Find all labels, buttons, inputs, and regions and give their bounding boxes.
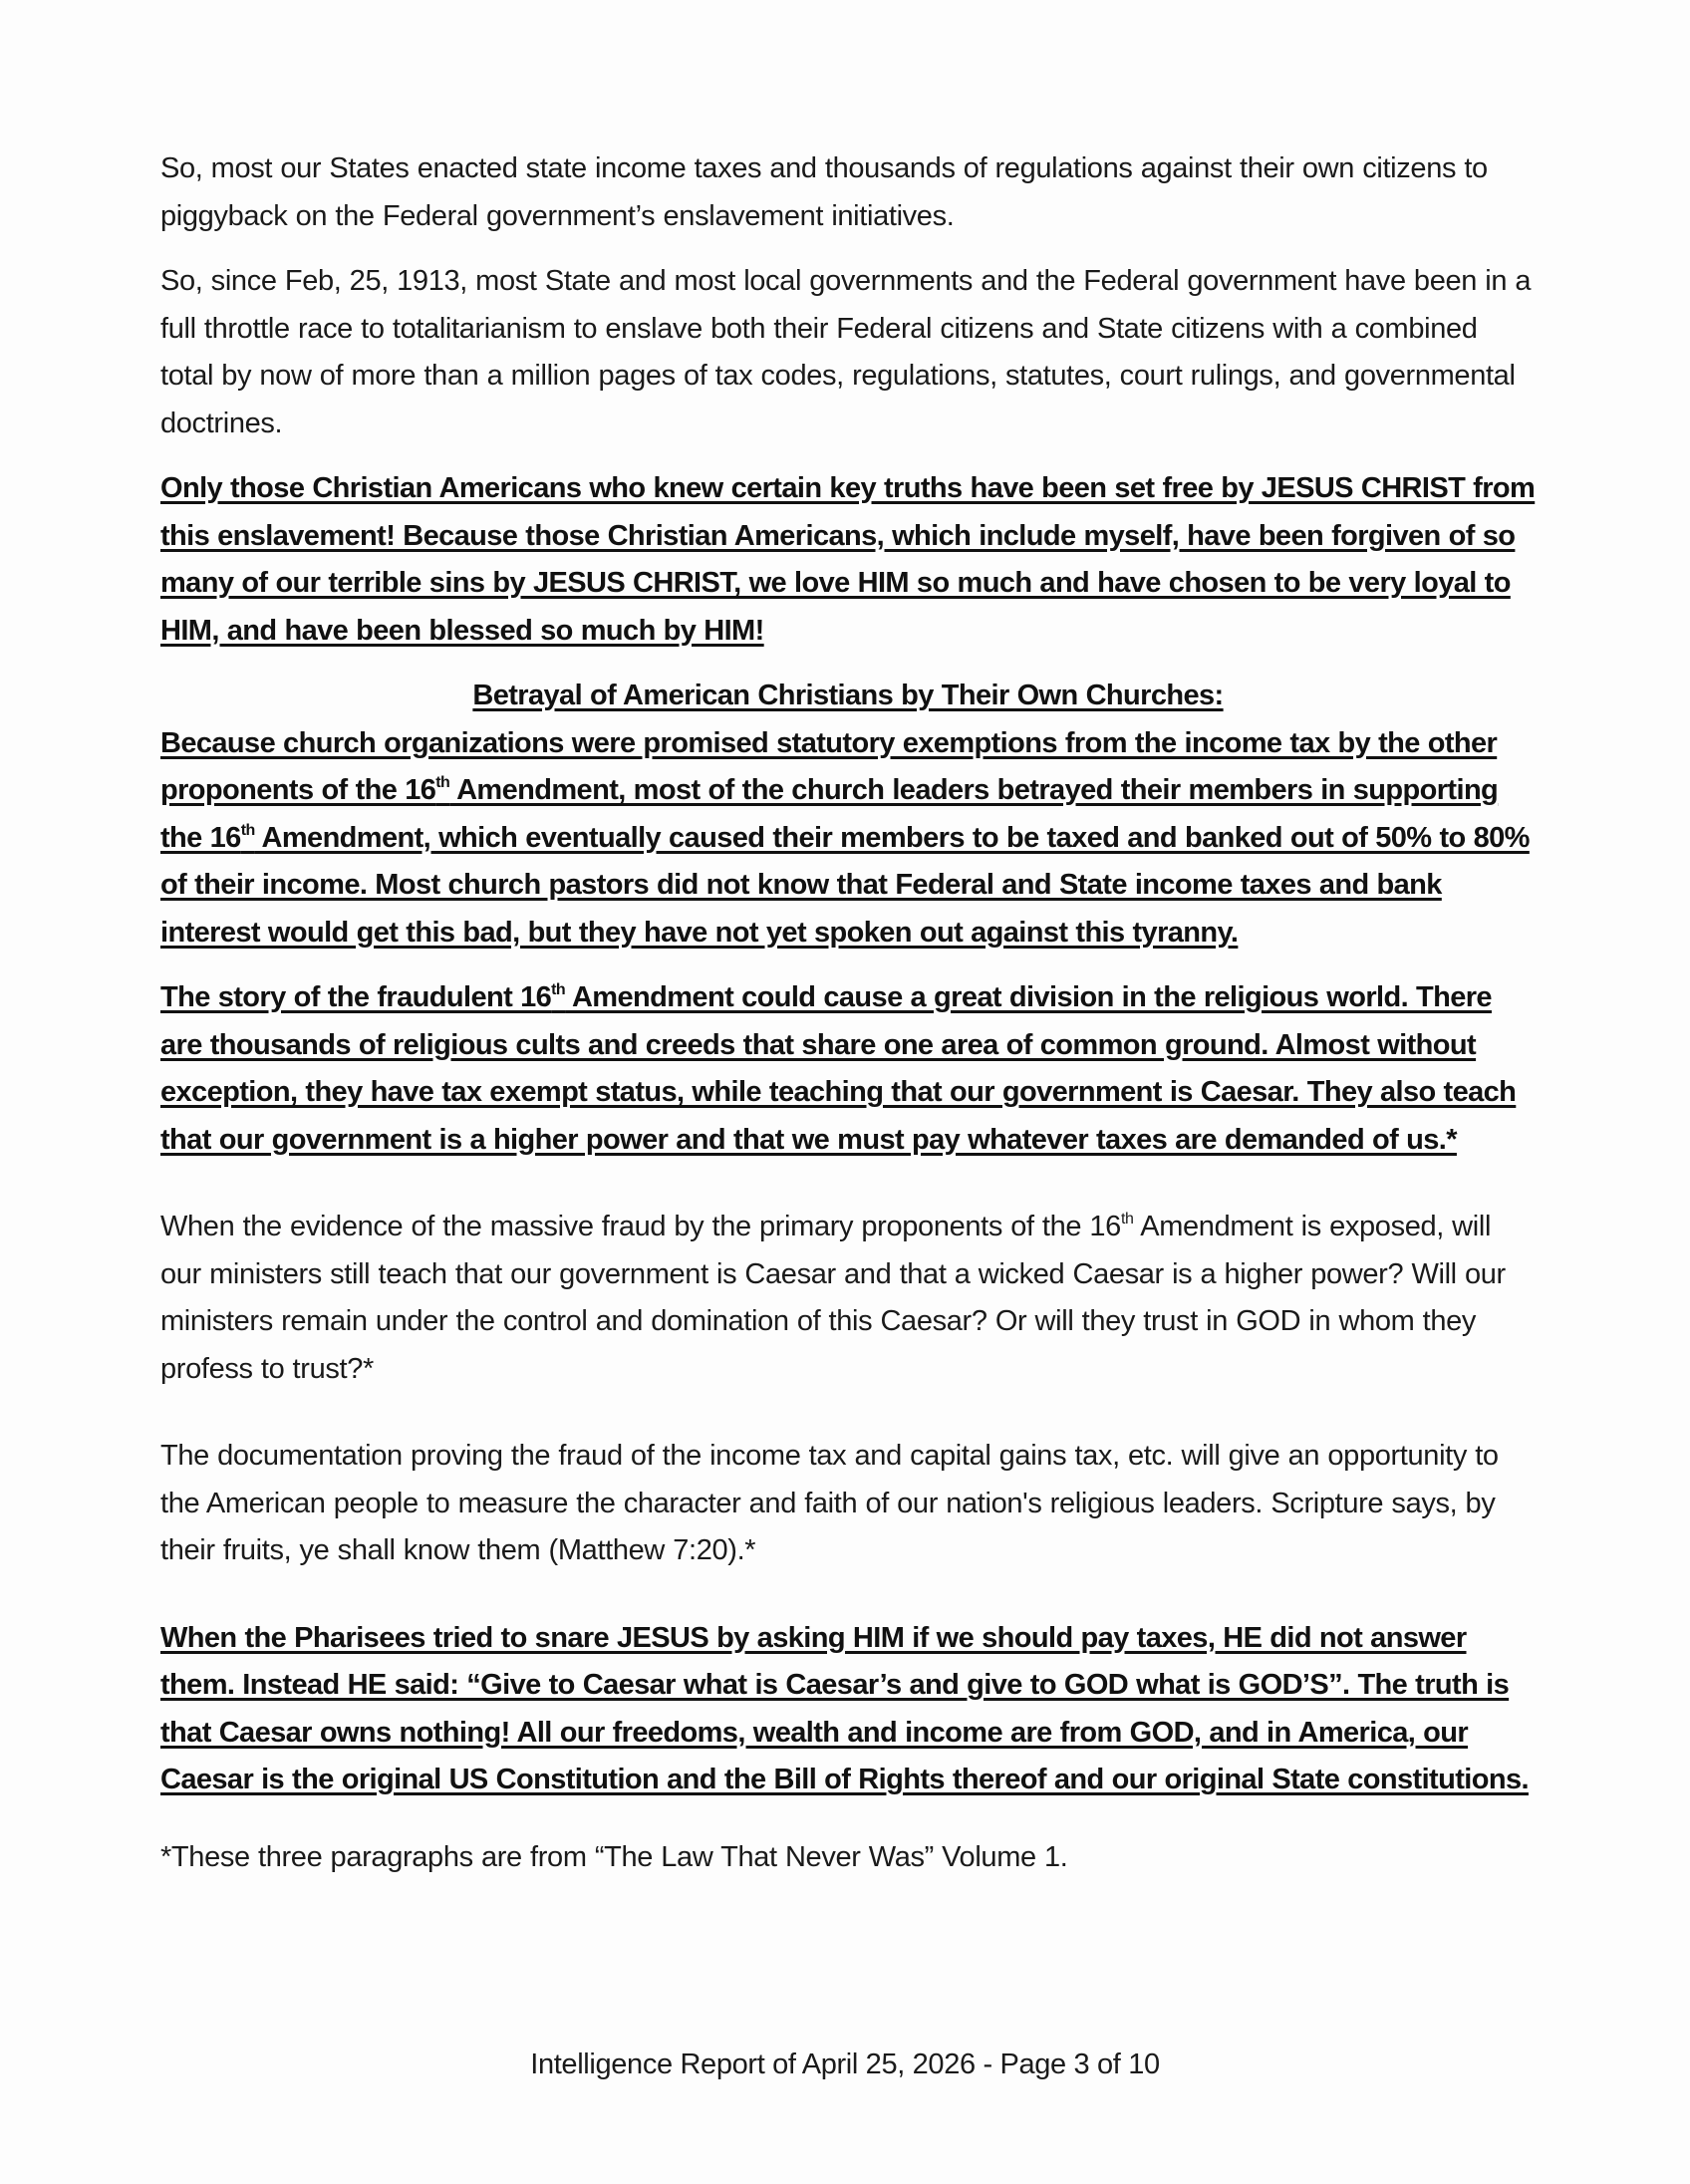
paragraph-since-1913: So, since Feb, 25, 1913, most State and most local governments and the Federal government have been in a full throttle race to totalitarianism to enslave both their Federal citizens and State citizens with a combined total by now of more than a million pages of tax codes, regulations, statutes, court rulings, and governmental doctrines.: [160, 265, 1532, 439]
superscript: th: [435, 774, 450, 791]
text-run: The story of the fraudulent 16: [160, 981, 552, 1013]
footnote: *These three paragraphs are from “The Law That Never Was” Volume 1.: [160, 1840, 1068, 1873]
paragraph-states-income-taxes: So, most our States enacted state income taxes and thousands of regulations against their own citizens to piggyback on the Federal government’s enslavement initiatives.: [160, 152, 1488, 232]
document-body: [160, 145, 1536, 1881]
superscript: th: [551, 981, 566, 998]
paragraph-church-organizations: [160, 720, 1536, 957]
paragraph-christian-americans: Only those Christian Americans who knew certain key truths have been set free by JESUS CHRIST from this enslavement! Because those Christian Americans, which include myself, have been forgiven of so many of our terrible sins by JESUS CHRIST, we love HIM so much and have chosen to be very loyal to HIM, and have been blessed so much by HIM!: [160, 472, 1536, 647]
paragraph-evidence-of-fraud: [160, 1204, 1536, 1393]
paragraph-documentation: The documentation proving the fraud of the income tax and capital gains tax, etc. will give an opportunity to the American people to measure the character and faith of our nation's religious leaders. Scripture says, by their fruits, ye shall know them (Matthew 7:20).*: [160, 1440, 1499, 1566]
text-run: Amendment is exposed, will our ministers still teach that our government is Caesar and that a wicked Caesar is a higher power? Will our ministers remain under the control and domination of this Caesar? Or will they trust in GOD in whom they profess to trust?*: [160, 1211, 1506, 1385]
text-run: Amendment, most of the church leaders betrayed their members in supporting the 16: [160, 774, 1499, 854]
section-heading-betrayal: Betrayal of American Christians by Their Own Churches:: [472, 680, 1224, 711]
paragraph-fraudulent-amendment: [160, 974, 1536, 1164]
superscript: th: [240, 821, 255, 839]
text-run: Amendment, which eventually caused their members to be taxed and banked out of 50% to 80% of their income. Most church pastors did not know that Federal and State income taxes and bank interest would get this bad, but they have not yet spoken out against this tyranny.: [160, 821, 1530, 949]
superscript: th: [1120, 1211, 1134, 1228]
text-run: Because church organizations were promised statutory exemptions from the income tax by the other proponents of the 16: [160, 726, 1498, 806]
paragraph-pharisees: When the Pharisees tried to snare JESUS by asking HIM if we should pay taxes, HE did not answer them. Instead HE said: “Give to Caesar what is Caesar’s and give to GOD what is GOD’S”. The truth is that Caesar owns nothing! All our freedoms, wealth and income are from GOD, and in America, our Caesar is the original US Constitution and the Bill of Rights thereof and our original State constitutions.: [160, 1621, 1529, 1795]
text-run: When the evidence of the massive fraud by the primary proponents of the 16: [160, 1211, 1121, 1242]
page-footer: Intelligence Report of April 25, 2026 - Page 3 of 10: [530, 2048, 1160, 2080]
text-run: Amendment could cause a great division in the religious world. There are thousands of religious cults and creeds that share one area of common ground. Almost without exception, they have tax exempt status, while teaching that our government is Caesar. They also teach that our government is a higher power and that we must pay whatever taxes are demanded of us.*: [160, 981, 1517, 1156]
